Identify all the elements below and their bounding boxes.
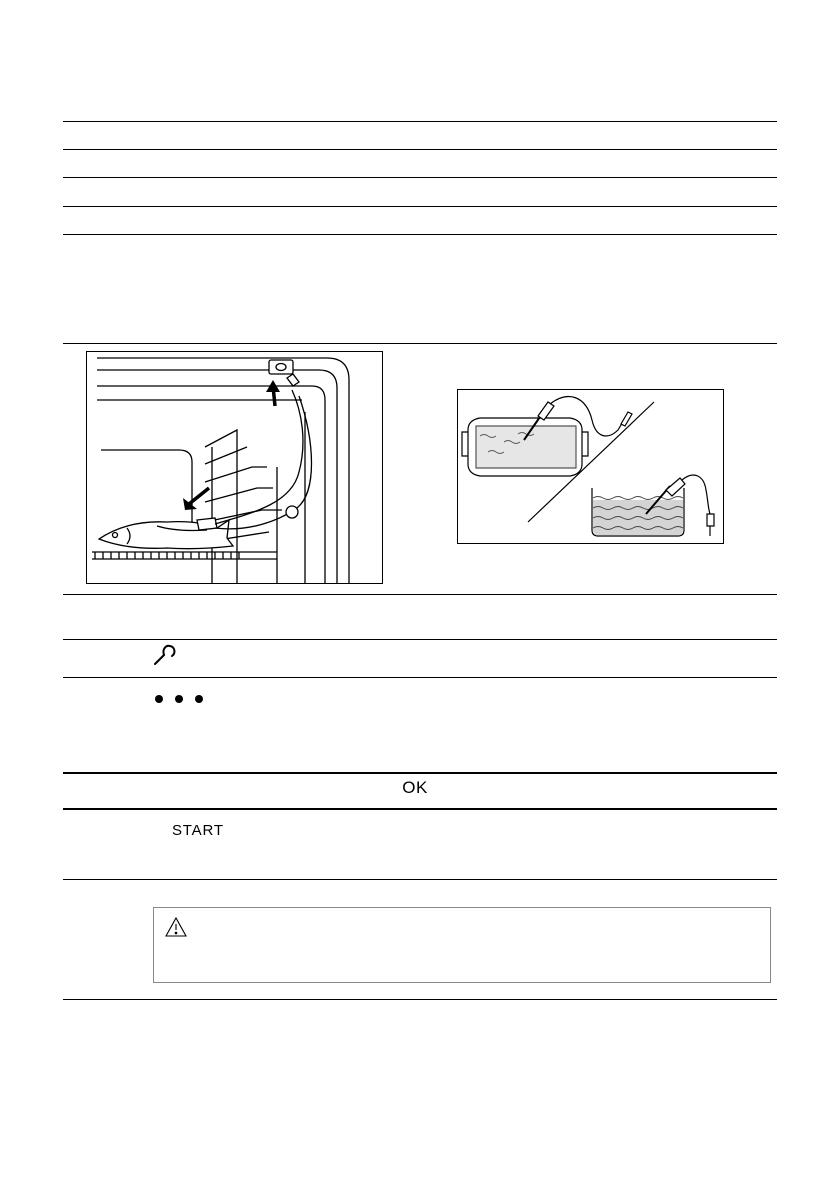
table-rule-3 [63, 177, 777, 178]
core-temperature-probe-icon [152, 643, 180, 671]
casserole-probe-illustration [457, 389, 724, 544]
three-dots-icon [153, 690, 205, 709]
table-rule-6 [63, 343, 777, 344]
table-rule-1 [63, 121, 777, 122]
table-rule-4 [63, 206, 777, 207]
table-rule-10 [63, 772, 777, 774]
table-rule-11 [63, 808, 777, 810]
table-rule-9 [63, 677, 777, 678]
table-rule-13 [63, 999, 777, 1000]
table-rule-8 [63, 639, 777, 640]
table-rule-7 [63, 594, 777, 595]
oven-probe-illustration [86, 351, 383, 584]
warning-triangle-icon [164, 916, 188, 938]
table-rule-2 [63, 149, 777, 150]
start-button-label: START [172, 822, 224, 839]
table-rule-12 [63, 879, 777, 880]
warning-box [153, 907, 771, 983]
table-rule-5 [63, 234, 777, 235]
ok-button-label: OK [402, 778, 428, 797]
